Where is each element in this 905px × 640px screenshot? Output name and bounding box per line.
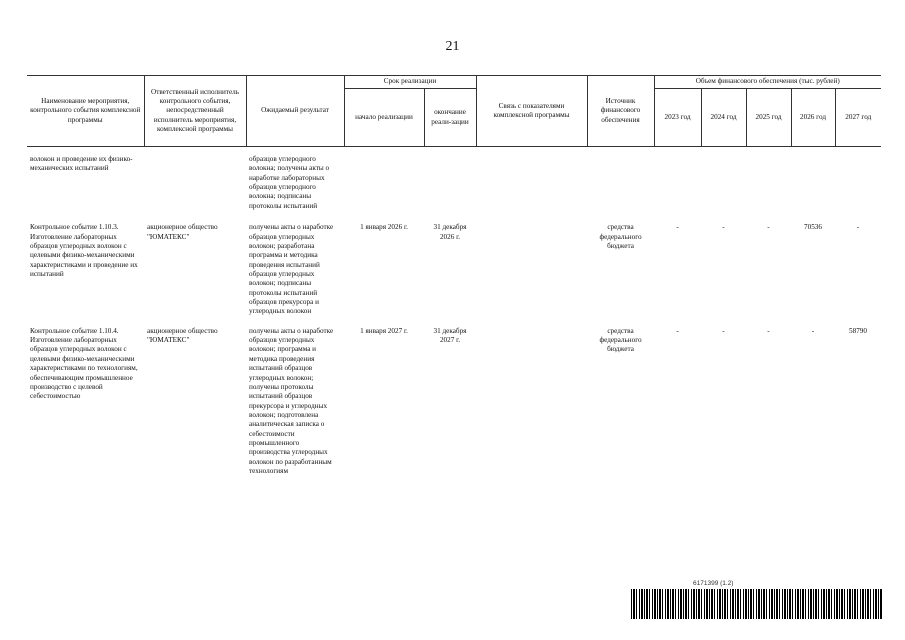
cell-link [476,147,587,224]
header-name: Наименование мероприятия, контрольного события комплексной программы [27,76,144,147]
cell-source: средства федерального бюджета [599,223,642,250]
cell-source: средства федерального бюджета [599,326,642,354]
cell-link [476,223,587,327]
header-responsible: Ответственный исполнитель контрольного события, непосредственный исполнитель мероприятия, комплексной программы [144,76,246,147]
header-year-2027: 2027 год [835,89,881,147]
cell-end: 31 декабря 2027 г. [433,326,467,345]
cell-link [476,327,587,477]
cell-2027: 58790 [849,326,867,335]
header-expected: Ожидаемый результат [246,76,344,147]
cell-2023 [654,147,701,224]
cell-2024: - [722,326,725,335]
table-row [27,147,881,224]
header-year-2023: 2023 год [654,89,701,147]
cell-expected: образцов углеродного волокна; получены акты о наработке лабораторных образцов углеродного волокна; подписаны протоколы испытаний [249,155,330,210]
header-source: Источник финансового обеспечения [587,76,654,147]
header-finance: Объем финансового обеспечения (тыс. рублей) [654,76,881,89]
cell-2026: - [811,326,815,335]
cell-source [587,147,654,224]
cell-2025: - [767,326,770,335]
table-row [27,327,881,477]
cell-responsible: акционерное общество "ЮМАТЕКС" [147,326,218,345]
cell-expected: получены акты о наработке образцов углеродных волокон; разработана программа и методика проведения испытаний образцов углеродных волокон; подписаны протоколы испытаний образцов прекурсора и углеродных волокон [249,223,334,316]
table-row [27,223,881,327]
cell-expected: получены акты о наработке образцов углеродных волокон; программа и методика проведения испытаний образцов углеродных волокон; получены протоколы испытаний образцов прекурсора и углеродных волокон; подготовлена аналитическая записка о себестоимости промышленного производства углеродных волокон по разработанным технологиям [249,326,334,476]
cell-end: 31 декабря 2026 г. [433,223,467,241]
cell-2026: 70536 [804,223,822,232]
cell-start [344,147,424,224]
cell-2023: - [676,223,679,232]
cell-start: 1 января 2026 г. [360,223,408,232]
cell-2026 [791,147,835,224]
cell-2027: - [856,223,860,232]
cell-name: волокон и проведение их физико-механических испытаний [30,155,133,173]
cell-name: Контрольное событие 1.10.3. Изготовление лабораторных образцов углеродных волокон с целевыми физико-механическими характеристиками и проведение их испытаний [30,223,138,278]
header-year-2025: 2025 год [746,89,791,147]
barcode-number: 6171399 (1.2) [693,580,734,587]
cell-2024: - [722,223,725,232]
header-end: окончание реали-зации [424,89,476,147]
barcode-block [631,580,883,619]
cell-start: 1 января 2027 г. [360,326,408,335]
cell-2025: - [767,223,770,232]
program-table [27,75,881,477]
cell-2024 [701,147,746,224]
cell-end [424,147,476,224]
header-year-2024: 2024 год [701,89,746,147]
header-link: Связь с показателями комплексной программы [476,76,587,147]
cell-responsible: акционерное общество "ЮМАТЕКС" [147,223,218,241]
cell-2025 [746,147,791,224]
cell-2027 [835,147,881,224]
cell-responsible [144,147,246,224]
cell-name: Контрольное событие 1.10.4. Изготовление лабораторных образцов углеродных волокон с целевыми физико-механическими характеристиками по технологиям, обеспечивающим промышленное производство с целевой себестоимостью [30,326,138,401]
header-year-2026: 2026 год [791,89,835,147]
barcode-image [631,589,883,619]
header-term: Срок реализации [344,76,476,89]
page-number: 21 [445,39,460,54]
cell-2023: - [676,326,679,335]
header-start: начало реализации [344,89,424,147]
